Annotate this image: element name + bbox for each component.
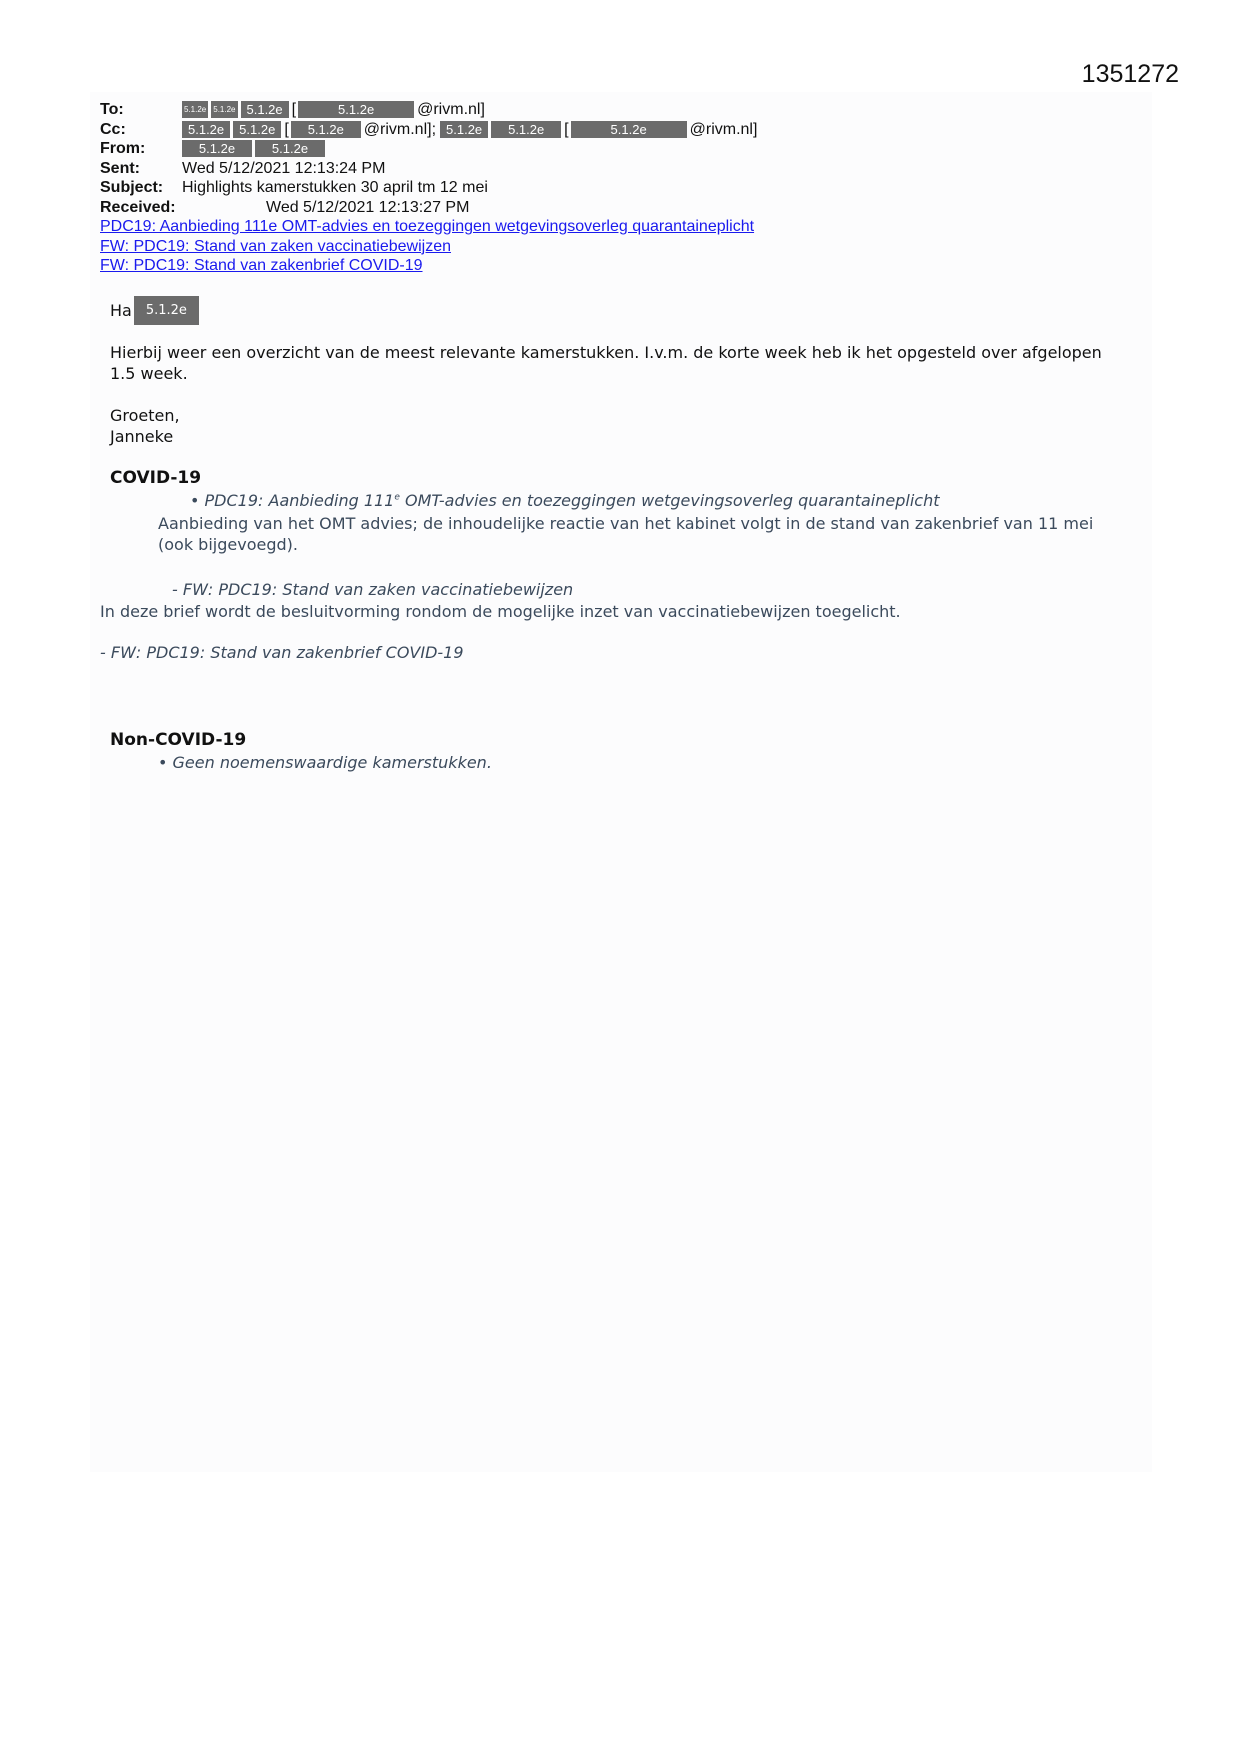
covid-item-1 <box>190 491 940 510</box>
cc-row <box>100 120 757 140</box>
subject-row <box>100 178 757 198</box>
subject-value: Highlights kamerstukken 30 april tm 12 mei <box>182 179 488 196</box>
signature: Janneke <box>110 427 174 446</box>
attachment-link[interactable]: FW: PDC19: Stand van zaken vaccinatiebewijzen <box>100 237 451 255</box>
to-label: To: <box>100 101 124 118</box>
to-row <box>100 100 757 120</box>
cc-domain-2: @rivm.nl] <box>689 120 758 138</box>
to-domain: @rivm.nl] <box>417 101 485 118</box>
received-value: Wed 5/12/2021 12:13:27 PM <box>266 198 470 216</box>
covid-heading: COVID-19 <box>110 468 202 488</box>
received-row <box>100 198 757 218</box>
superscript: e <box>394 492 400 503</box>
doc-number: 1351272 <box>1081 60 1179 88</box>
sent-value: Wed 5/12/2021 12:13:24 PM <box>182 159 386 177</box>
covid-item-1-desc: Aanbieding van het OMT advies; de inhoudelijke reactie van het kabinet volgt in de stand van zakenbrief van 11 mei (ook bijgevoegd). <box>158 514 1094 554</box>
redaction-box: 5.1.2e <box>182 140 252 157</box>
subject-label: Subject: <box>100 179 164 196</box>
closing: Groeten, <box>110 406 180 425</box>
from-label: From: <box>100 140 146 157</box>
redaction-box: 5.1.2e <box>571 121 687 138</box>
cc-label: Cc: <box>100 120 126 138</box>
covid-item-2: - FW: PDC19: Stand van zaken vaccinatiebewijzen <box>172 580 574 599</box>
received-label: Received: <box>100 198 176 216</box>
attachment-link[interactable]: PDC19: Aanbieding 111e OMT-advies en toezeggingen wetgevingsoverleg quarantaineplicht <box>100 218 755 235</box>
covid-item-1-post: OMT-advies en toezeggingen wetgevingsoverleg quarantaineplicht <box>399 491 940 510</box>
redaction-box: 5.1.2e <box>211 101 237 118</box>
redaction-box: 5.1.2e <box>182 121 230 138</box>
redaction-box: 5.1.2e <box>440 121 488 138</box>
email-header <box>100 100 757 276</box>
redaction-box: 5.1.2e <box>298 101 414 118</box>
bracket: [ <box>284 120 289 138</box>
sent-label: Sent: <box>100 159 140 177</box>
redaction-box: 5.1.2e <box>134 296 199 325</box>
from-row <box>100 139 757 159</box>
redaction-box: 5.1.2e <box>255 140 325 157</box>
redaction-box: 5.1.2e <box>291 121 361 138</box>
covid-item-2-desc: In deze brief wordt de besluitvorming rondom de mogelijke inzet van vaccinatiebewijzen toegelicht. <box>100 602 901 621</box>
covid-item-1-pre: • PDC19: Aanbieding 111 <box>190 491 395 510</box>
noncovid-item: • Geen noemenswaardige kamerstukken. <box>158 753 492 772</box>
noncovid-heading: Non-COVID-19 <box>110 730 247 750</box>
cc-domain-1: @rivm.nl]; <box>363 120 437 138</box>
redaction-box: 5.1.2e <box>491 121 561 138</box>
intro-paragraph: Hierbij weer een overzicht van de meest relevante kamerstukken. I.v.m. de korte week heb ik het opgesteld over afgelopen 1.5 week. <box>110 343 1102 383</box>
covid-item-3: - FW: PDC19: Stand van zakenbrief COVID-19 <box>100 643 464 662</box>
attachment-link[interactable]: FW: PDC19: Stand van zakenbrief COVID-19 <box>100 257 423 274</box>
bracket: [ <box>291 101 297 118</box>
greeting <box>110 296 202 325</box>
sent-row <box>100 159 757 179</box>
redaction-box: 5.1.2e <box>241 101 289 118</box>
bracket: [ <box>564 120 569 138</box>
greeting-text: Ha <box>110 301 132 320</box>
redaction-box: 5.1.2e <box>182 101 208 118</box>
email-card <box>90 92 1152 1472</box>
redaction-box: 5.1.2e <box>233 121 281 138</box>
